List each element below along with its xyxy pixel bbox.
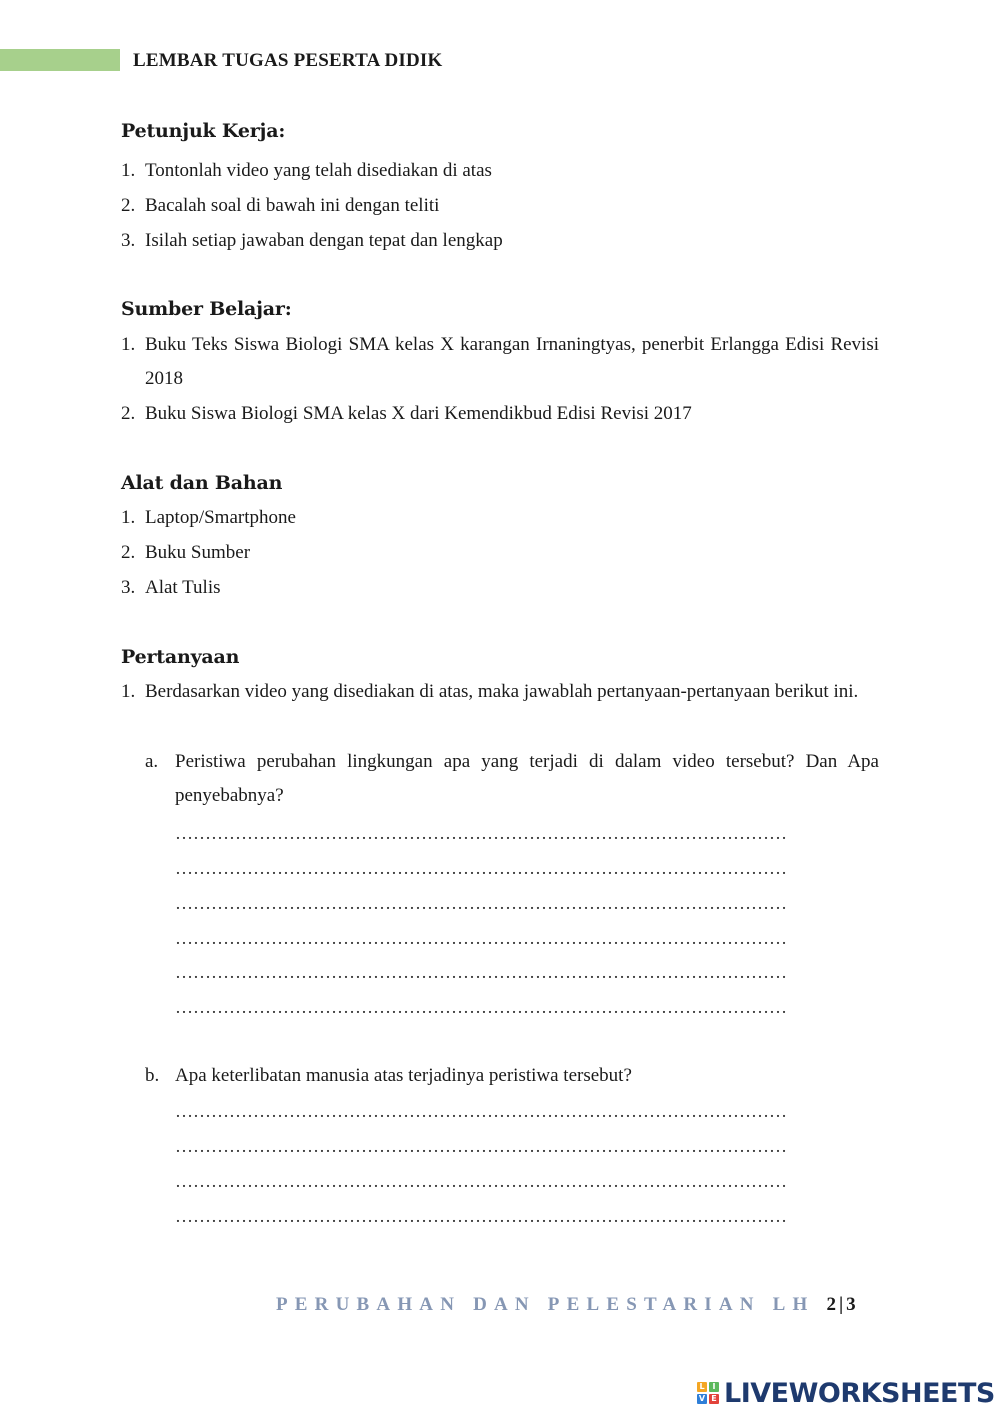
item-number: 1. [121, 160, 136, 181]
logo-tile: L [697, 1382, 707, 1392]
header-accent-bar [0, 49, 120, 71]
liveworksheets-wordmark: LIVEWORKSHEETS [724, 1377, 995, 1409]
alat-heading: Alat dan Bahan [121, 472, 283, 494]
footer-title: PERUBAHAN DAN PELESTARIAN LH [276, 1294, 815, 1315]
answer-line-b-3[interactable]: ………………………………………………………………………………………… [175, 1171, 787, 1191]
page-number: 2|3 [826, 1294, 859, 1315]
item-text: Buku Teks Siswa Biologi SMA kelas X karangan Irnaningtyas, penerbit Erlangga Edisi Revisi 2018 [145, 334, 879, 389]
item-number: 2. [121, 403, 136, 424]
question-text: Berdasarkan video yang disediakan di atas, maka jawablah pertanyaan-pertanyaan berikut ini. [145, 681, 859, 702]
petunjuk-heading: Petunjuk Kerja: [121, 120, 286, 142]
question-number: 1. [121, 681, 136, 702]
answer-line-a-5[interactable]: ………………………………………………………………………………………… [175, 962, 787, 982]
sumber-item-2 [121, 397, 879, 431]
answer-line-b-4[interactable]: ………………………………………………………………………………………… [175, 1206, 787, 1226]
answer-line-a-1[interactable]: ………………………………………………………………………………………… [175, 823, 787, 843]
liveworksheets-icon [697, 1382, 719, 1404]
answer-line-a-2[interactable]: ………………………………………………………………………………………… [175, 858, 787, 878]
answer-line-a-3[interactable]: ………………………………………………………………………………………… [175, 893, 787, 913]
question-text: Peristiwa perubahan lingkungan apa yang terjadi di dalam video tersebut? Dan Apa penyebabnya? [175, 751, 879, 806]
item-number: 2. [121, 542, 136, 563]
alat-item-3 [121, 571, 879, 605]
item-number: 3. [121, 230, 136, 251]
pertanyaan-heading: Pertanyaan [121, 646, 240, 668]
sumber-item-1 [121, 328, 879, 396]
question-1a [145, 745, 879, 813]
item-text: Tontonlah video yang telah disediakan di atas [145, 160, 492, 181]
question-text: Apa keterlibatan manusia atas terjadinya peristiwa tersebut? [175, 1065, 632, 1086]
question-1 [121, 675, 879, 709]
question-letter: a. [145, 751, 159, 772]
logo-tile: V [698, 1394, 706, 1403]
logo-tile: E [709, 1394, 719, 1404]
item-text: Bacalah soal di bawah ini dengan teliti [145, 195, 440, 216]
answer-line-a-6[interactable]: ………………………………………………………………………………………… [175, 997, 787, 1017]
sumber-heading: Sumber Belajar: [121, 298, 292, 320]
item-text: Buku Sumber [145, 542, 251, 563]
item-text: Buku Siswa Biologi SMA kelas X dari Kemendikbud Edisi Revisi 2017 [145, 403, 692, 424]
item-text: Laptop/Smartphone [145, 507, 296, 528]
petunjuk-item-1 [121, 154, 879, 188]
petunjuk-item-3 [121, 224, 879, 258]
page-footer [276, 1294, 859, 1316]
item-number: 3. [121, 577, 136, 598]
question-1b [145, 1059, 879, 1093]
item-text: Isilah setiap jawaban dengan tepat dan lengkap [145, 230, 503, 251]
alat-item-2 [121, 536, 879, 570]
liveworksheets-logo [697, 1377, 995, 1409]
alat-item-1 [121, 501, 879, 535]
item-text: Alat Tulis [145, 577, 221, 598]
worksheet-title: LEMBAR TUGAS PESERTA DIDIK [133, 50, 443, 71]
item-number: 1. [121, 507, 136, 528]
item-number: 1. [121, 334, 136, 355]
item-number: 2. [121, 195, 136, 216]
answer-line-a-4[interactable]: ………………………………………………………………………………………… [175, 928, 787, 948]
answer-line-b-1[interactable]: ………………………………………………………………………………………… [175, 1101, 787, 1121]
answer-line-b-2[interactable]: ………………………………………………………………………………………… [175, 1136, 787, 1156]
question-letter: b. [145, 1065, 160, 1086]
petunjuk-item-2 [121, 189, 879, 223]
logo-tile: I [709, 1382, 719, 1392]
